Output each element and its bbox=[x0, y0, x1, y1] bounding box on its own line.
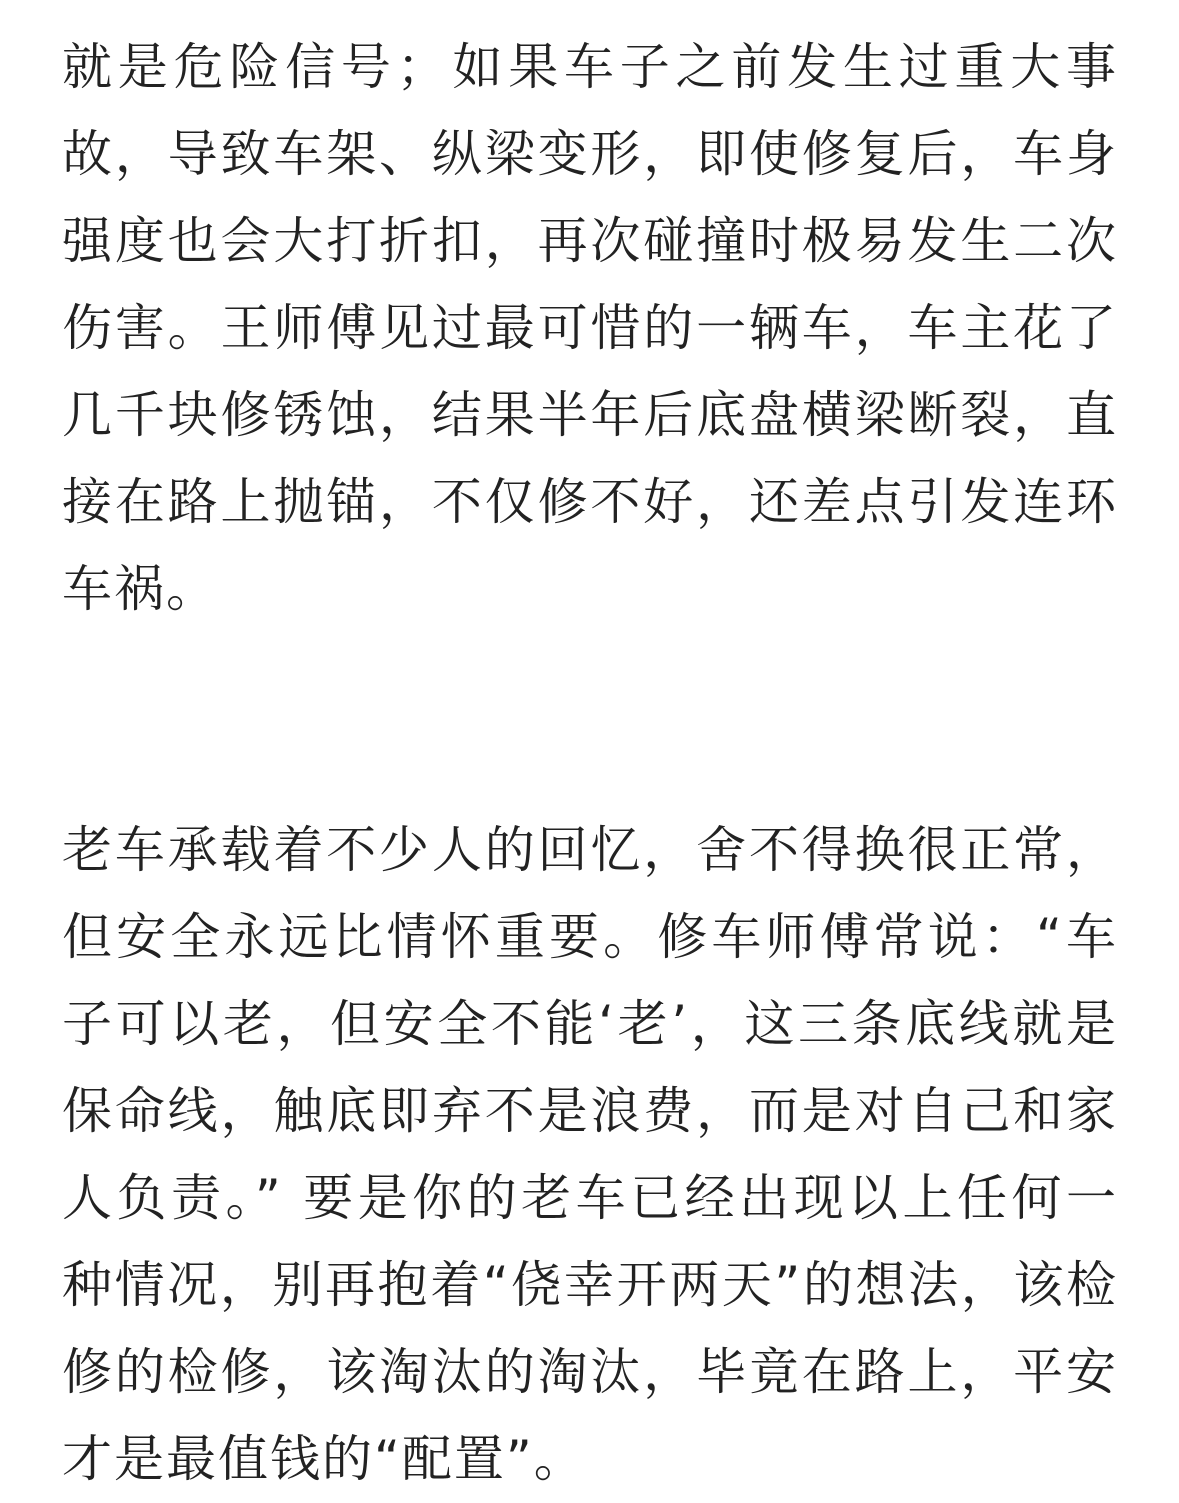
article-body bbox=[62, 24, 1118, 1503]
paragraph-spacer bbox=[62, 633, 1118, 807]
paragraph-accident-damage: 就是危险信号；如果车子之前发生过重大事故，导致车架、纵梁变形，即使修复后，车身强度也会大打折扣，再次碰撞时极易发生二次伤害。王师傅见过最可惜的一辆车，车主花了几千块修锈蚀，结果半年后底盘横梁断裂，直接在路上抛锚，不仅修不好，还差点引发连环车祸。 bbox=[62, 38, 1118, 618]
paragraph-safety-advice: 老车承载着不少人的回忆，舍不得换很正常，但安全永远比情怀重要。修车师傅常说：“车子可以老，但安全不能‘老’，这三条底线就是保命线，触底即弃不是浪费，而是对自己和家人负责。” 要是你的老车已经出现以上任何一种情况，别再抱着“侥幸开两天”的想法，该检修的检修，该淘汰的淘汰，毕竟在路上，平安才是最值钱的“配置”。 bbox=[62, 821, 1118, 1488]
